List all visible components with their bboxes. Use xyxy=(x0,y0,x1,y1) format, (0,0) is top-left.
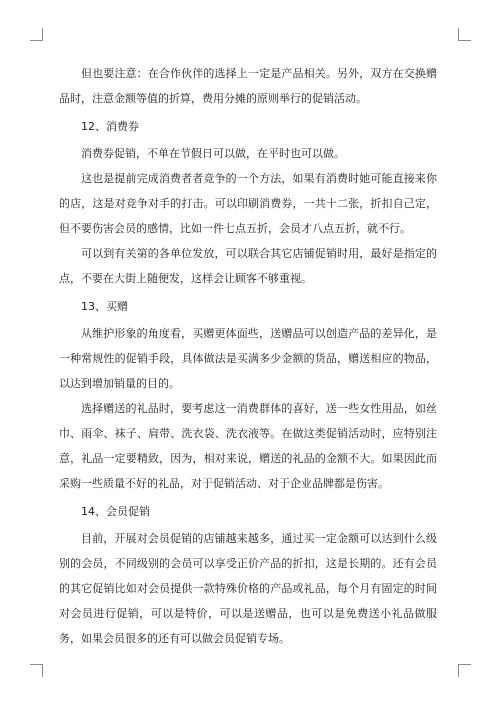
crop-mark-bottom-right xyxy=(458,664,471,677)
paragraph-partner-note: 但也要注意：在合作伙伴的选择上一定是产品相关。另外，双方在交换赠品时，注意金额等值的折算，费用分摊的原则举行的促销活动。 xyxy=(59,67,437,105)
crop-mark-bottom-left xyxy=(30,664,43,677)
paragraph-coupons-distribution: 可以到有关第的各单位发放，可以联合其它店铺促销时用，最好是指定的点，不要在大街上随便发，这样会让顾客不够重视。 xyxy=(59,247,437,285)
paragraph-member-promotion: 目前，开展对会员促销的店铺越来越多，通过买一定金额可以达到什么级别的会员，不同级别的会员可以享受正价产品的折扣，这是长期的。还有会员的其它促销比如对会员提供一款特殊价格的产品或礼品，每个月有固定的时间对会员进行促销，可以是特价，可以是送赠品，也可以是免费送小礼品做服务，如果会员很多的还有可以做会员促销专场。 xyxy=(59,532,437,645)
paragraph-coupons-method: 这也是提前完成消费者者竞争的一个方法，如果有消费时她可能直接来你的店，这是对竞争对手的打击。可以印刷消费券，一共十二张，折扣自己定，但不要伤害会员的感情，比如一件七点五折，会员才八点五折，就不行。 xyxy=(59,172,437,235)
section-heading-coupons: 12、消费券 xyxy=(81,120,139,133)
paragraph-coupons-intro: 消费券促销，不单在节假日可以做，在平时也可以做。 xyxy=(81,147,345,160)
section-heading-member-promotion: 14、会员促销 xyxy=(81,505,150,518)
crop-mark-top-right xyxy=(458,28,471,41)
paragraph-gift-selection: 选择赠送的礼品时，要考虑这一消费群体的喜好，送一些女性用品，如丝巾、雨伞、袜子、肩带、洗衣袋、洗衣液等。在做这类促销活动时，应特别注意，礼品一定要精致，因为，相对来说，赠送的礼品的金额不大。如果因此而采购一些质量不好的礼品，对于促销活动、对于企业品牌都是伤害。 xyxy=(59,402,437,490)
paragraph-gift-intro: 从维护形象的角度看，买赠更体面些，送赠品可以创造产品的差异化，是一种常规性的促销手段，具体做法是买满多少金额的货品，赠送相应的物品，以达到增加销量的目的。 xyxy=(59,327,437,390)
document-body xyxy=(59,61,437,651)
section-heading-gift-with-purchase: 13、买赠 xyxy=(81,300,128,313)
crop-mark-top-left xyxy=(30,28,43,41)
